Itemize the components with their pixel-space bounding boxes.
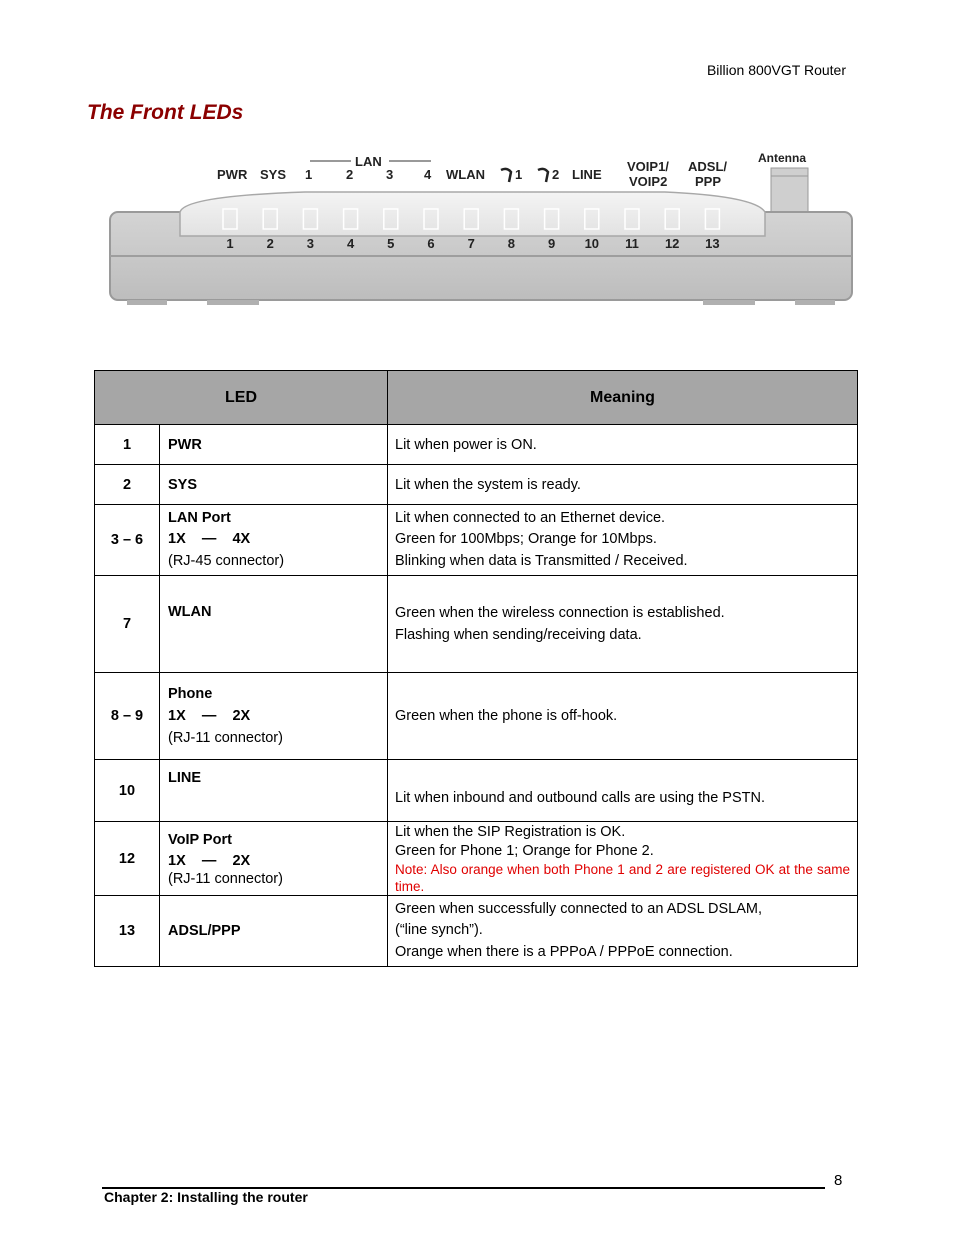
table-row — [95, 425, 858, 465]
panel-label-pwr: PWR — [217, 167, 248, 182]
meaning-line: Orange when there is a PPPoA / PPPoE connection. — [395, 943, 733, 960]
table-row — [95, 822, 858, 896]
led-number-label: 5 — [387, 236, 395, 251]
led-name: Phone — [168, 686, 213, 702]
table-row — [95, 465, 858, 505]
table-row — [95, 896, 858, 967]
header-meaning: Meaning — [388, 371, 858, 425]
panel-label-sys: SYS — [260, 167, 287, 182]
meaning-line: Green when the wireless connection is established. — [395, 605, 725, 621]
meaning-line: (“line synch”). — [395, 922, 483, 939]
led-number-label: 6 — [427, 236, 435, 251]
led-name: LINE — [168, 770, 202, 786]
led-number: 3 – 6 — [95, 505, 160, 576]
panel-label-lan: LAN — [355, 154, 382, 169]
led-number: 1 — [95, 425, 160, 465]
port-range: 1X — 2X — [168, 852, 251, 869]
table-row — [95, 673, 858, 760]
connector-type: (RJ-11 connector) — [168, 730, 283, 746]
running-header: Billion 800VGT Router — [706, 62, 846, 78]
port-range: 1X — 2X — [168, 708, 251, 724]
led-number-label: 3 — [306, 236, 315, 251]
led-number-label: 13 — [705, 236, 720, 251]
phone2-icon — [538, 169, 548, 182]
led-name: PWR — [168, 436, 202, 453]
led-number-label: 12 — [664, 236, 680, 251]
footer-chapter: Chapter 2: Installing the router — [104, 1189, 308, 1205]
note-text: Note: Also orange when both Phone 1 and 2 are registered OK at the same time. — [395, 861, 850, 894]
panel-label-phone1: 1 — [515, 167, 523, 182]
panel-label-line: LINE — [572, 167, 602, 182]
led-meaning-table — [94, 370, 858, 967]
led-number-label: 2 — [266, 236, 274, 251]
meaning-line: Green when the phone is off-hook. — [395, 708, 618, 724]
table-row — [95, 576, 858, 673]
section-title: The Front LEDs — [87, 101, 244, 124]
led-number-label: 9 — [547, 236, 556, 251]
meaning-line: Lit when power is ON. — [395, 436, 537, 453]
page-number: 8 — [834, 1172, 843, 1189]
phone1-icon — [501, 169, 511, 182]
led-number: 12 — [95, 822, 160, 896]
header-led: LED — [95, 371, 388, 425]
panel-label-voip1: VOIP1/ — [627, 159, 669, 174]
panel-label-voip2: VOIP2 — [629, 174, 668, 189]
connector-type: (RJ-11 connector) — [168, 870, 283, 887]
led-number: 13 — [95, 896, 160, 967]
led-number: 8 – 9 — [95, 673, 160, 760]
connector-type: (RJ-45 connector) — [168, 552, 285, 569]
led-number-label: 1 — [226, 236, 234, 251]
panel-label-adsl: ADSL/ — [688, 159, 727, 174]
led-number-label: 11 — [625, 236, 639, 251]
led-name: VoIP Port — [168, 831, 232, 848]
panel-label-wlan: WLAN — [446, 167, 485, 182]
meaning-line: Lit when the system is ready. — [395, 476, 581, 493]
panel-label-lan4: 4 — [424, 167, 432, 182]
led-number: 7 — [95, 576, 160, 673]
meaning-line: Blinking when data is Transmitted / Received. — [395, 552, 688, 569]
meaning-line: Lit when the SIP Registration is OK. — [395, 823, 626, 840]
router-front-panel-image — [105, 148, 857, 310]
led-name: WLAN — [168, 604, 212, 620]
meaning-line: Lit when inbound and outbound calls are using the PSTN. — [395, 789, 765, 806]
meaning-line: Green when successfully connected to an ADSL DSLAM, — [395, 900, 762, 917]
table-row — [95, 760, 858, 822]
port-range: 1X — 4X — [168, 531, 251, 548]
led-number-label: 8 — [507, 236, 516, 251]
panel-label-antenna: Antenna — [758, 151, 806, 165]
panel-label-lan3: 3 — [386, 167, 394, 182]
led-number: 10 — [95, 760, 160, 822]
led-number-label: 7 — [467, 236, 475, 251]
meaning-line: Lit when connected to an Ethernet device. — [395, 509, 666, 526]
panel-label-lan2: 2 — [346, 167, 354, 182]
led-number-label: 4 — [346, 236, 355, 251]
panel-label-ppp: PPP — [695, 174, 722, 189]
led-name: LAN Port — [168, 509, 231, 526]
led-name: ADSL/PPP — [168, 923, 241, 939]
led-name: SYS — [168, 476, 198, 493]
meaning-line: Flashing when sending/receiving data. — [395, 627, 642, 643]
meaning-line: Green for 100Mbps; Orange for 10Mbps. — [395, 531, 657, 548]
led-number: 2 — [95, 465, 160, 505]
led-number-label: 10 — [584, 236, 600, 251]
table-row — [95, 505, 858, 576]
panel-label-phone2: 2 — [552, 167, 560, 182]
meaning-line: Green for Phone 1; Orange for Phone 2. — [395, 842, 654, 859]
panel-label-lan1: 1 — [305, 167, 313, 182]
